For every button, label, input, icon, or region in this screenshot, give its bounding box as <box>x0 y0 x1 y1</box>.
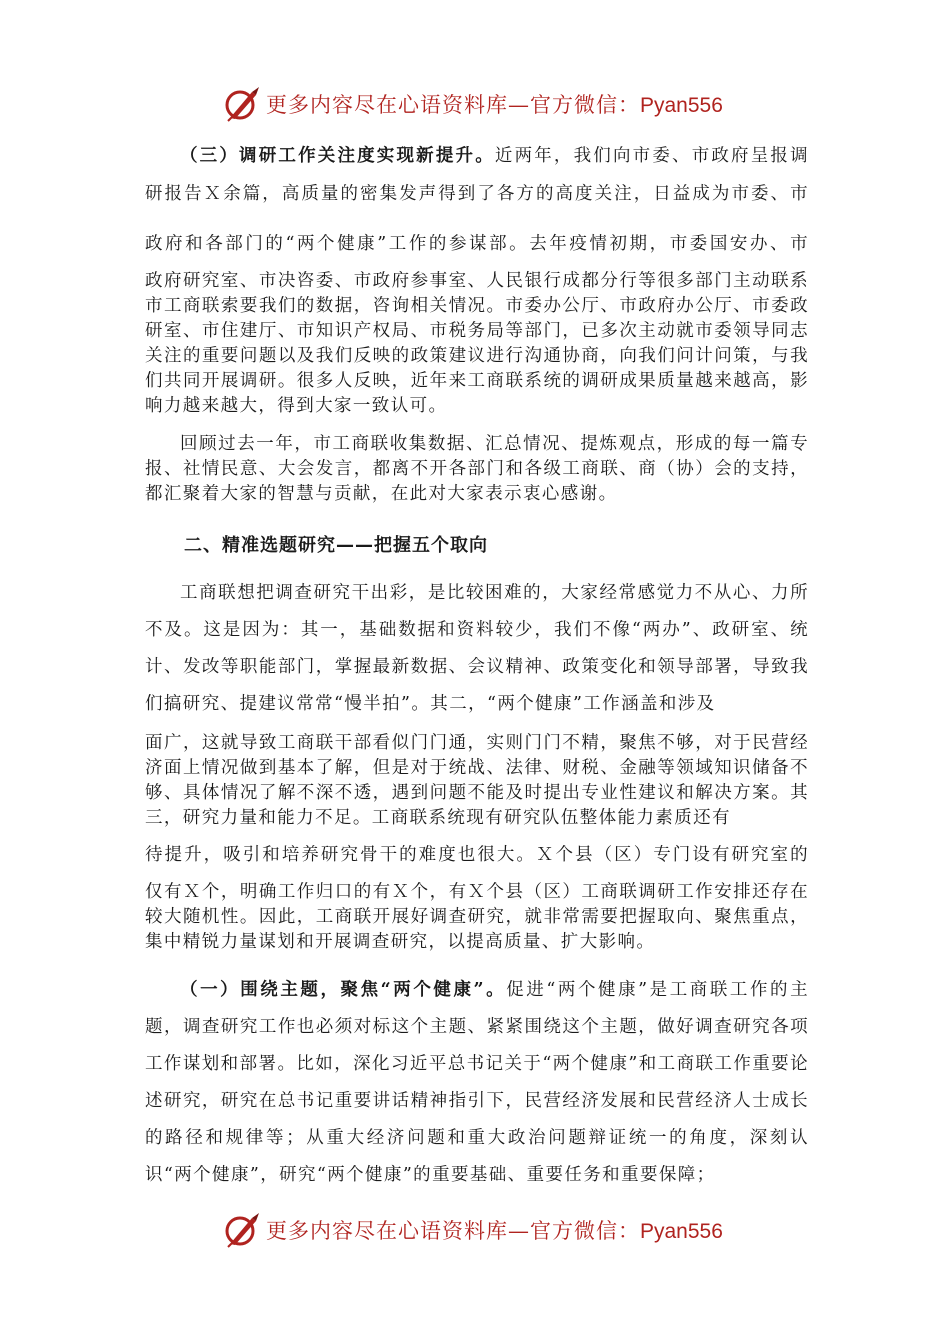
section-heading: 二、精准选题研究——把握五个取向 <box>184 535 488 556</box>
paragraph-body: 面广，这就导致工商联干部看似门门通，实则门门不精，聚焦不够，对于民营经济面上情况做到基本了解，但是对于统战、法律、财税、金融等领域知识储备不够、具体情况了解不深不透，遇到问题不能及时提出专业性建议和解决方案。其三，研究力量和能力不足。工商联系统现有研究队伍整体能力素质还有 <box>145 733 809 828</box>
paragraph-lead: （三）调研工作关注度实现新提升。 <box>180 146 495 166</box>
quill-logo-icon <box>222 1210 262 1250</box>
paragraph-line: 政府和各部门的“两个健康”工作的参谋部。去年疫情初期，市委国安办、市 <box>145 234 809 254</box>
paragraph-theme: （一）围绕主题，聚焦“两个健康”。促进“两个健康”是工商联工作的主题，调查研究工作也必须对标这个主题、紧紧围绕这个主题，做好调查研究各项工作谋划和部署。比如，深化习近平总书记关于“两个健康”和工商联工作重要论述研究，研究在总书记重要讲话精神指引下，民营经济发展和民营经济人士成长的路径和规律等；从重大经济问题和重大政治问题辩证统一的角度，深刻认识“两个健康”，研究“两个健康”的重要基础、重要任务和重要保障； <box>145 980 809 1185</box>
watermark-text: 更多内容尽在心语资料库—官方微信：Pyan556 <box>266 93 723 117</box>
paragraph-research-attention: （三）调研工作关注度实现新提升。近两年，我们向市委、市政府呈报调 <box>180 146 809 166</box>
paragraph-body: 政府研究室、市决咨委、市政府参事室、人民银行成都分行等很多部门主动联系市工商联索要我们的数据，咨询相关情况。市委办公厅、市政府办公厅、市委政研室、市住建厅、市知识产权局、市税务局等部门，已多次主动就市委领导同志关注的重要问题以及我们反映的政策建议进行沟通协商，向我们问计问策，与我们共同开展调研。很多人反映，近年来工商联系统的调研成果质量越来越高，影响力越来越大，得到大家一致认可。 <box>145 271 809 416</box>
paragraph-lead: （一）围绕主题，聚焦“两个健康”。 <box>180 980 507 1000</box>
watermark-banner-bottom <box>0 1210 950 1250</box>
paragraph-review: 回顾过去一年，市工商联收集数据、汇总情况、提炼观点，形成的每一篇专报、社情民意、大会发言，都离不开各部门和各级工商联、商（协）会的支持，都汇聚着大家的智慧与贡献，在此对大家表示衷心感谢。 <box>145 434 809 504</box>
paragraph-difficulty: 工商联想把调查研究干出彩，是比较困难的，大家经常感觉力不从心、力所不及。这是因为：其一，基础数据和资料较少，我们不像“两办”、政研室、统计、发改等职能部门，掌握最新数据、会议精神、政策变化和领导部署，导致我们搞研究、提建议常常“慢半拍”。其二，“两个健康”工作涵盖和涉及 <box>145 583 809 714</box>
paragraph-body: 仅有Ｘ个，明确工作归口的有Ｘ个，有Ｘ个县（区）工商联调研工作安排还存在较大随机性。因此，工商联开展好调查研究，就非常需要把握取向、聚焦重点，集中精锐力量谋划和开展调查研究，以提高质量、扩大影响。 <box>145 882 809 952</box>
paragraph-line: 研报告Ｘ余篇，高质量的密集发声得到了各方的高度关注，日益成为市委、市 <box>145 184 809 204</box>
quill-logo-icon <box>222 84 262 124</box>
watermark-text: 更多内容尽在心语资料库—官方微信：Pyan556 <box>266 1219 723 1243</box>
watermark-banner-top <box>0 84 950 124</box>
paragraph-line: 待提升，吸引和培养研究骨干的难度也很大。Ｘ个县（区）专门设有研究室的 <box>145 845 809 865</box>
